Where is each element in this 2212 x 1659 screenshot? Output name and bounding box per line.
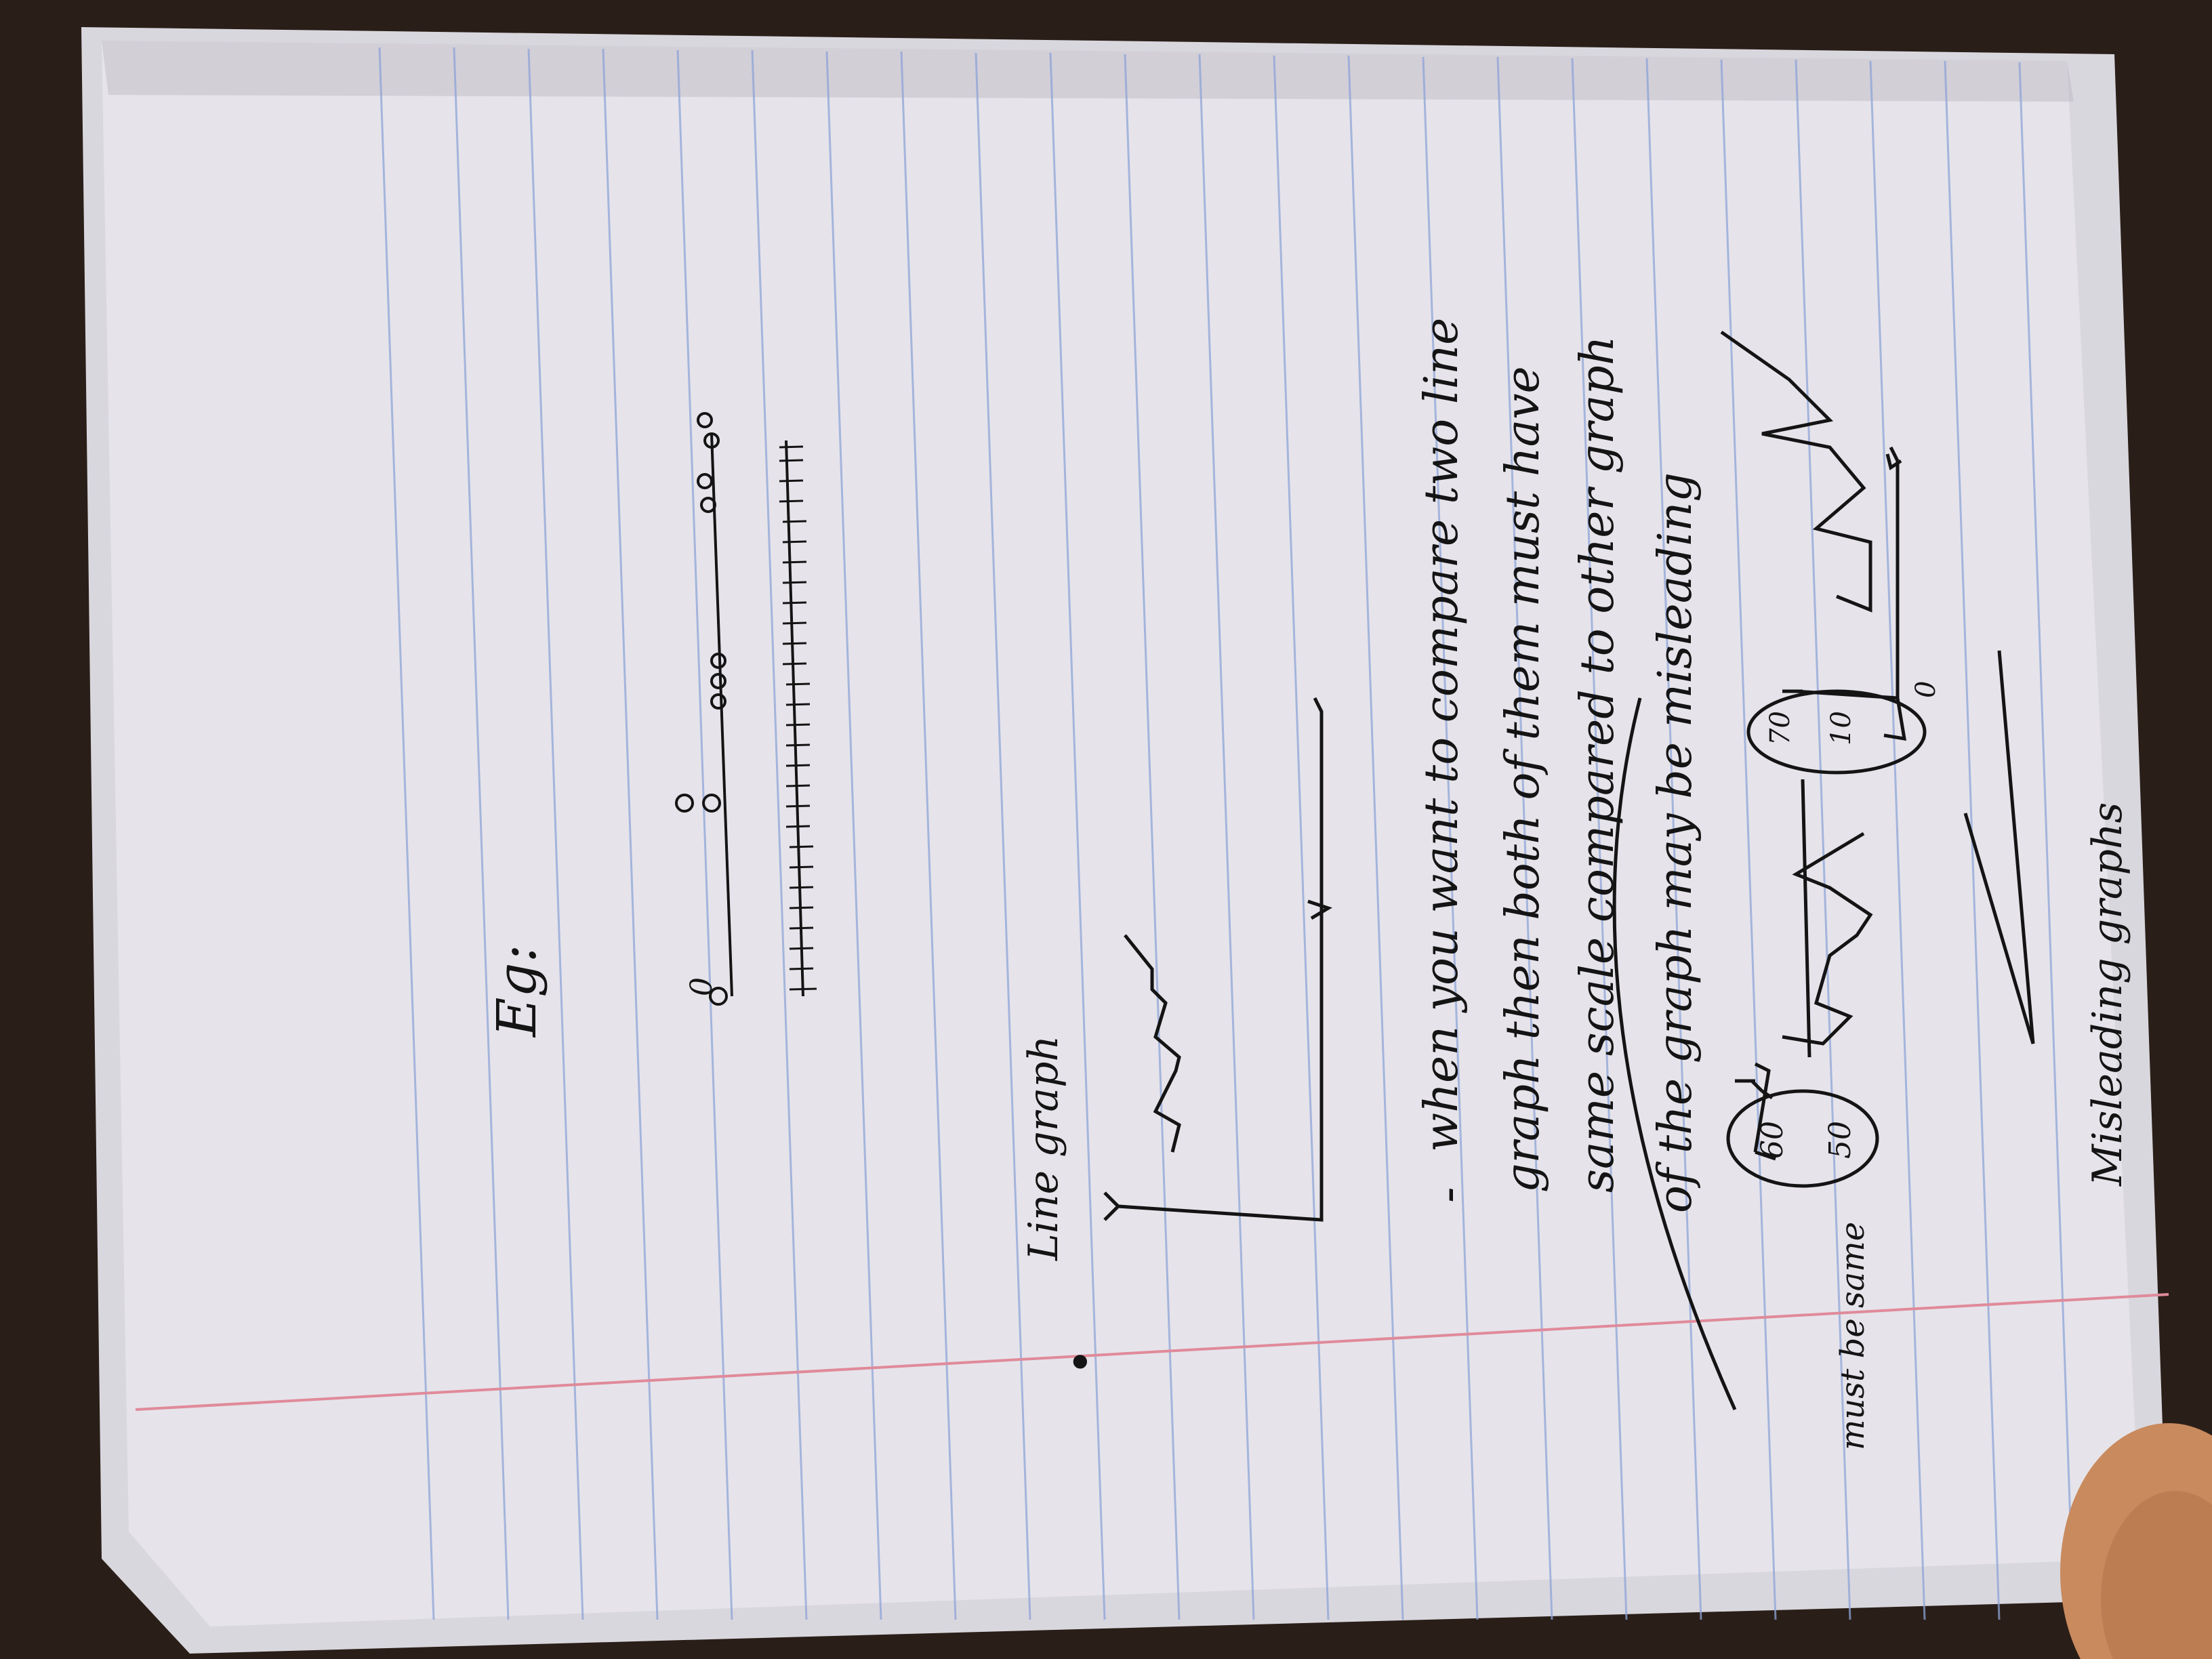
left-axis-top-label: 60	[1755, 1121, 1790, 1159]
paragraph-line-4: of the graph may be misleading	[1649, 472, 1702, 1213]
left-axis-bottom-label: 50	[1823, 1121, 1858, 1159]
bullet-mark: •	[1054, 1347, 1109, 1376]
must-be-same-note: must be same	[1834, 1221, 1872, 1450]
paragraph-line-2: graph then both of them must have	[1496, 366, 1550, 1193]
number-line-zero: 0	[684, 977, 719, 996]
eg-label: Eg:	[485, 944, 548, 1037]
right-origin-label: 0	[1910, 680, 1942, 698]
right-axis-bottom-label: 10	[1826, 711, 1857, 745]
paragraph-line-1: when you want to compare two line	[1415, 317, 1469, 1152]
paragraph-dash: -	[1420, 1187, 1475, 1203]
paragraph-line-3: same scale compared to other graph	[1571, 335, 1624, 1193]
line-graph-heading: Line graph	[1020, 1035, 1067, 1261]
right-axis-top-label: 70	[1765, 711, 1796, 745]
misleading-caption: Misleading graphs	[2084, 802, 2131, 1186]
